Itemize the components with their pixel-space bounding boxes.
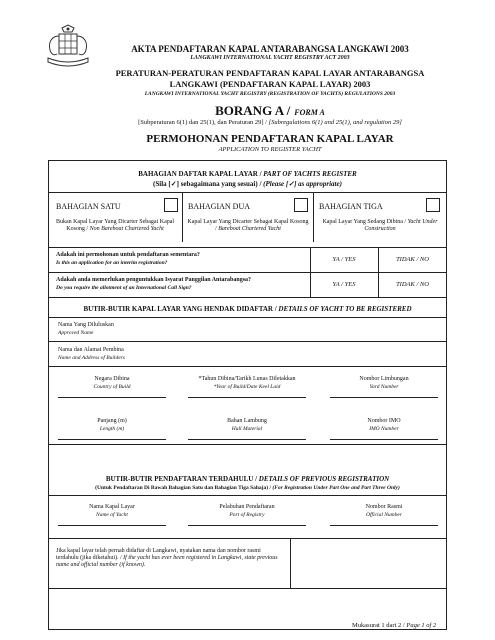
- approved-name-label: Nama Yang Diluluskan: [58, 322, 114, 328]
- call-sign-question: Adakah anda memerlukan penguntukkan Isyarat Panggilan Antarabangsa?: [56, 277, 252, 283]
- previous-langkawi-note: Jika kapal layar telah pernah didaftar di Langkawi, nyatakan nama dan nombor rasmi terdahulu (jika diketahui). / If the yacht has ever been registered in Langkawi, state previous name and official number (if known).: [56, 548, 278, 568]
- imo-number-label: Nombor IMO: [367, 418, 401, 424]
- previous-yacht-name-label-en: Name of Yacht: [96, 512, 128, 518]
- subregulation-reference: [Subperaturan 6(1) dan 25(1), dan Peraturan 29] / [Subregulations 6(1) and 25(1), and regulation 29]: [138, 119, 402, 126]
- part-one-label: BAHAGIAN SATU: [56, 202, 121, 211]
- approved-name-label-en: Approved Name: [58, 330, 94, 336]
- divider: [182, 192, 183, 242]
- previous-registration-title: BUTIR-BUTIR PENDAFTARAN TERDAHULU / DETAILS OF PREVIOUS REGISTRATION: [105, 475, 390, 483]
- previous-langkawi-details-field[interactable]: [292, 542, 444, 586]
- interim-registration-question: Adakah ini permohonan untuk pendaftaran sementara?: [56, 252, 200, 258]
- divider: [48, 444, 447, 445]
- port-of-registry-label-en: Port of Registry: [229, 512, 265, 518]
- yard-number-label: Nombor Limbungan: [359, 376, 409, 382]
- year-of-build-label: *Tahun Dibina/Tarikh Lunas Diletakkan: [198, 376, 296, 382]
- divider: [313, 192, 314, 242]
- imo-number-label-en: IMO Number: [369, 426, 399, 432]
- length-label: Panjang (m): [97, 418, 127, 424]
- divider: [290, 538, 291, 588]
- call-sign-question-en: Do you require the allotment of an International Call Sign?: [56, 285, 192, 291]
- part-two-label: BAHAGIAN DUA: [188, 202, 250, 211]
- hull-material-label-en: Hull Material: [231, 426, 263, 432]
- regulations-title-line1: PERATURAN-PERATURAN PENDAFTARAN KAPAL LAYAR ANTARABANGSA: [115, 68, 425, 78]
- yacht-details-title: BUTIR-BUTIR KAPAL LAYAR YANG HENDAK DIDAFTAR / DETAILS OF YACHT TO BE REGISTERED: [83, 305, 412, 313]
- divider: [48, 192, 447, 193]
- divider: [48, 297, 447, 298]
- part-three-description: Kapal Layar Yang Sedang Dibina / Yacht Under Construction: [322, 219, 438, 232]
- call-sign-no-option[interactable]: TIDAK / NO: [396, 281, 429, 288]
- page-number: Mukasurat 1 dari 2 / Page 1 of 2: [352, 622, 437, 629]
- country-of-build-label-en: Country of Build: [93, 384, 131, 390]
- regulations-title-line2: LANGKAWI (PENDAFTARAN KAPAL LAYAR) 2003: [169, 79, 371, 89]
- act-title-en: LANGKAWI INTERNATIONAL YACHT REGISTRY ACT 2003: [190, 55, 350, 61]
- interim-yes-option[interactable]: YA / YES: [332, 256, 356, 263]
- application-title-en: APPLICATION TO REGISTER YACHT: [218, 146, 322, 153]
- official-number-label: Nombor Rasmi: [365, 504, 403, 510]
- call-sign-yes-option[interactable]: YA / YES: [332, 281, 356, 288]
- builder-label-en: Name and Address of Builders: [58, 355, 125, 361]
- divider: [378, 247, 379, 297]
- year-of-build-label-en: *Year of Build/Date Keel Laid: [213, 384, 281, 390]
- divider: [48, 588, 447, 589]
- port-of-registry-label: Pelabuhan Pendaftaran: [219, 504, 275, 510]
- yard-number-label-en: Yard Number: [369, 384, 399, 390]
- divider: [48, 272, 447, 273]
- part-section-instruction: (Sila [✓] sebagaimana yang sesuai) / (Please [✓] as appropriate): [153, 180, 342, 188]
- divider: [48, 317, 447, 318]
- part-three-label: BAHAGIAN TIGA: [319, 202, 383, 211]
- previous-registration-subtitle: (Untuk Pendaftaran Di Bawah Bahagian Satu dan Bahagian Tiga Sahaja) / (For Registration Under Part One and Part Three Only): [95, 485, 400, 491]
- builder-label: Nama dan Alamat Pembina: [58, 347, 124, 353]
- divider: [48, 538, 447, 539]
- regulations-title-en: LANGKAWI INTERNATIONAL YACHT REGISTRY (REGISTRATION OF YACHTS) REGULATIONS 2003: [144, 91, 396, 97]
- interim-no-option[interactable]: TIDAK / NO: [396, 256, 429, 263]
- length-label-en: Length (m): [99, 426, 125, 432]
- divider: [310, 247, 311, 297]
- part-two-checkbox[interactable]: [294, 198, 308, 212]
- interim-registration-question-en: Is this an application for an interim registration?: [56, 260, 168, 266]
- divider: [48, 495, 447, 496]
- act-title: AKTA PENDAFTARAN KAPAL ANTARABANGSA LANGKAWI 2003: [131, 44, 409, 54]
- part-two-description: Kapal Layar Yang Dicarter Sebagai Kapal Kosong / Bareboat Chartered Yacht: [187, 219, 309, 232]
- divider: [48, 247, 447, 248]
- part-three-checkbox[interactable]: [426, 198, 440, 212]
- part-one-checkbox[interactable]: [164, 198, 178, 212]
- form-label: BORANG A / FORM A: [215, 103, 325, 118]
- official-number-label-en: Official Number: [366, 512, 402, 518]
- previous-yacht-name-label: Nama Kapal Layar: [89, 504, 135, 510]
- part-section-title: BAHAGIAN DAFTAR KAPAL LAYAR / PART OF YACHTS REGISTER: [138, 170, 357, 178]
- country-of-build-label: Negara Dibina: [94, 376, 130, 382]
- divider: [48, 341, 447, 342]
- divider: [48, 366, 447, 367]
- part-one-description: Bukan Kapal Layar Yang Dicarter Sebagai Kapal Kosong / Non Bareboat Chartered Yacht: [55, 219, 175, 232]
- application-title: PERMOHONAN PENDAFTARAN KAPAL LAYAR: [146, 133, 394, 145]
- hull-material-label: Bahan Lambung: [227, 418, 267, 424]
